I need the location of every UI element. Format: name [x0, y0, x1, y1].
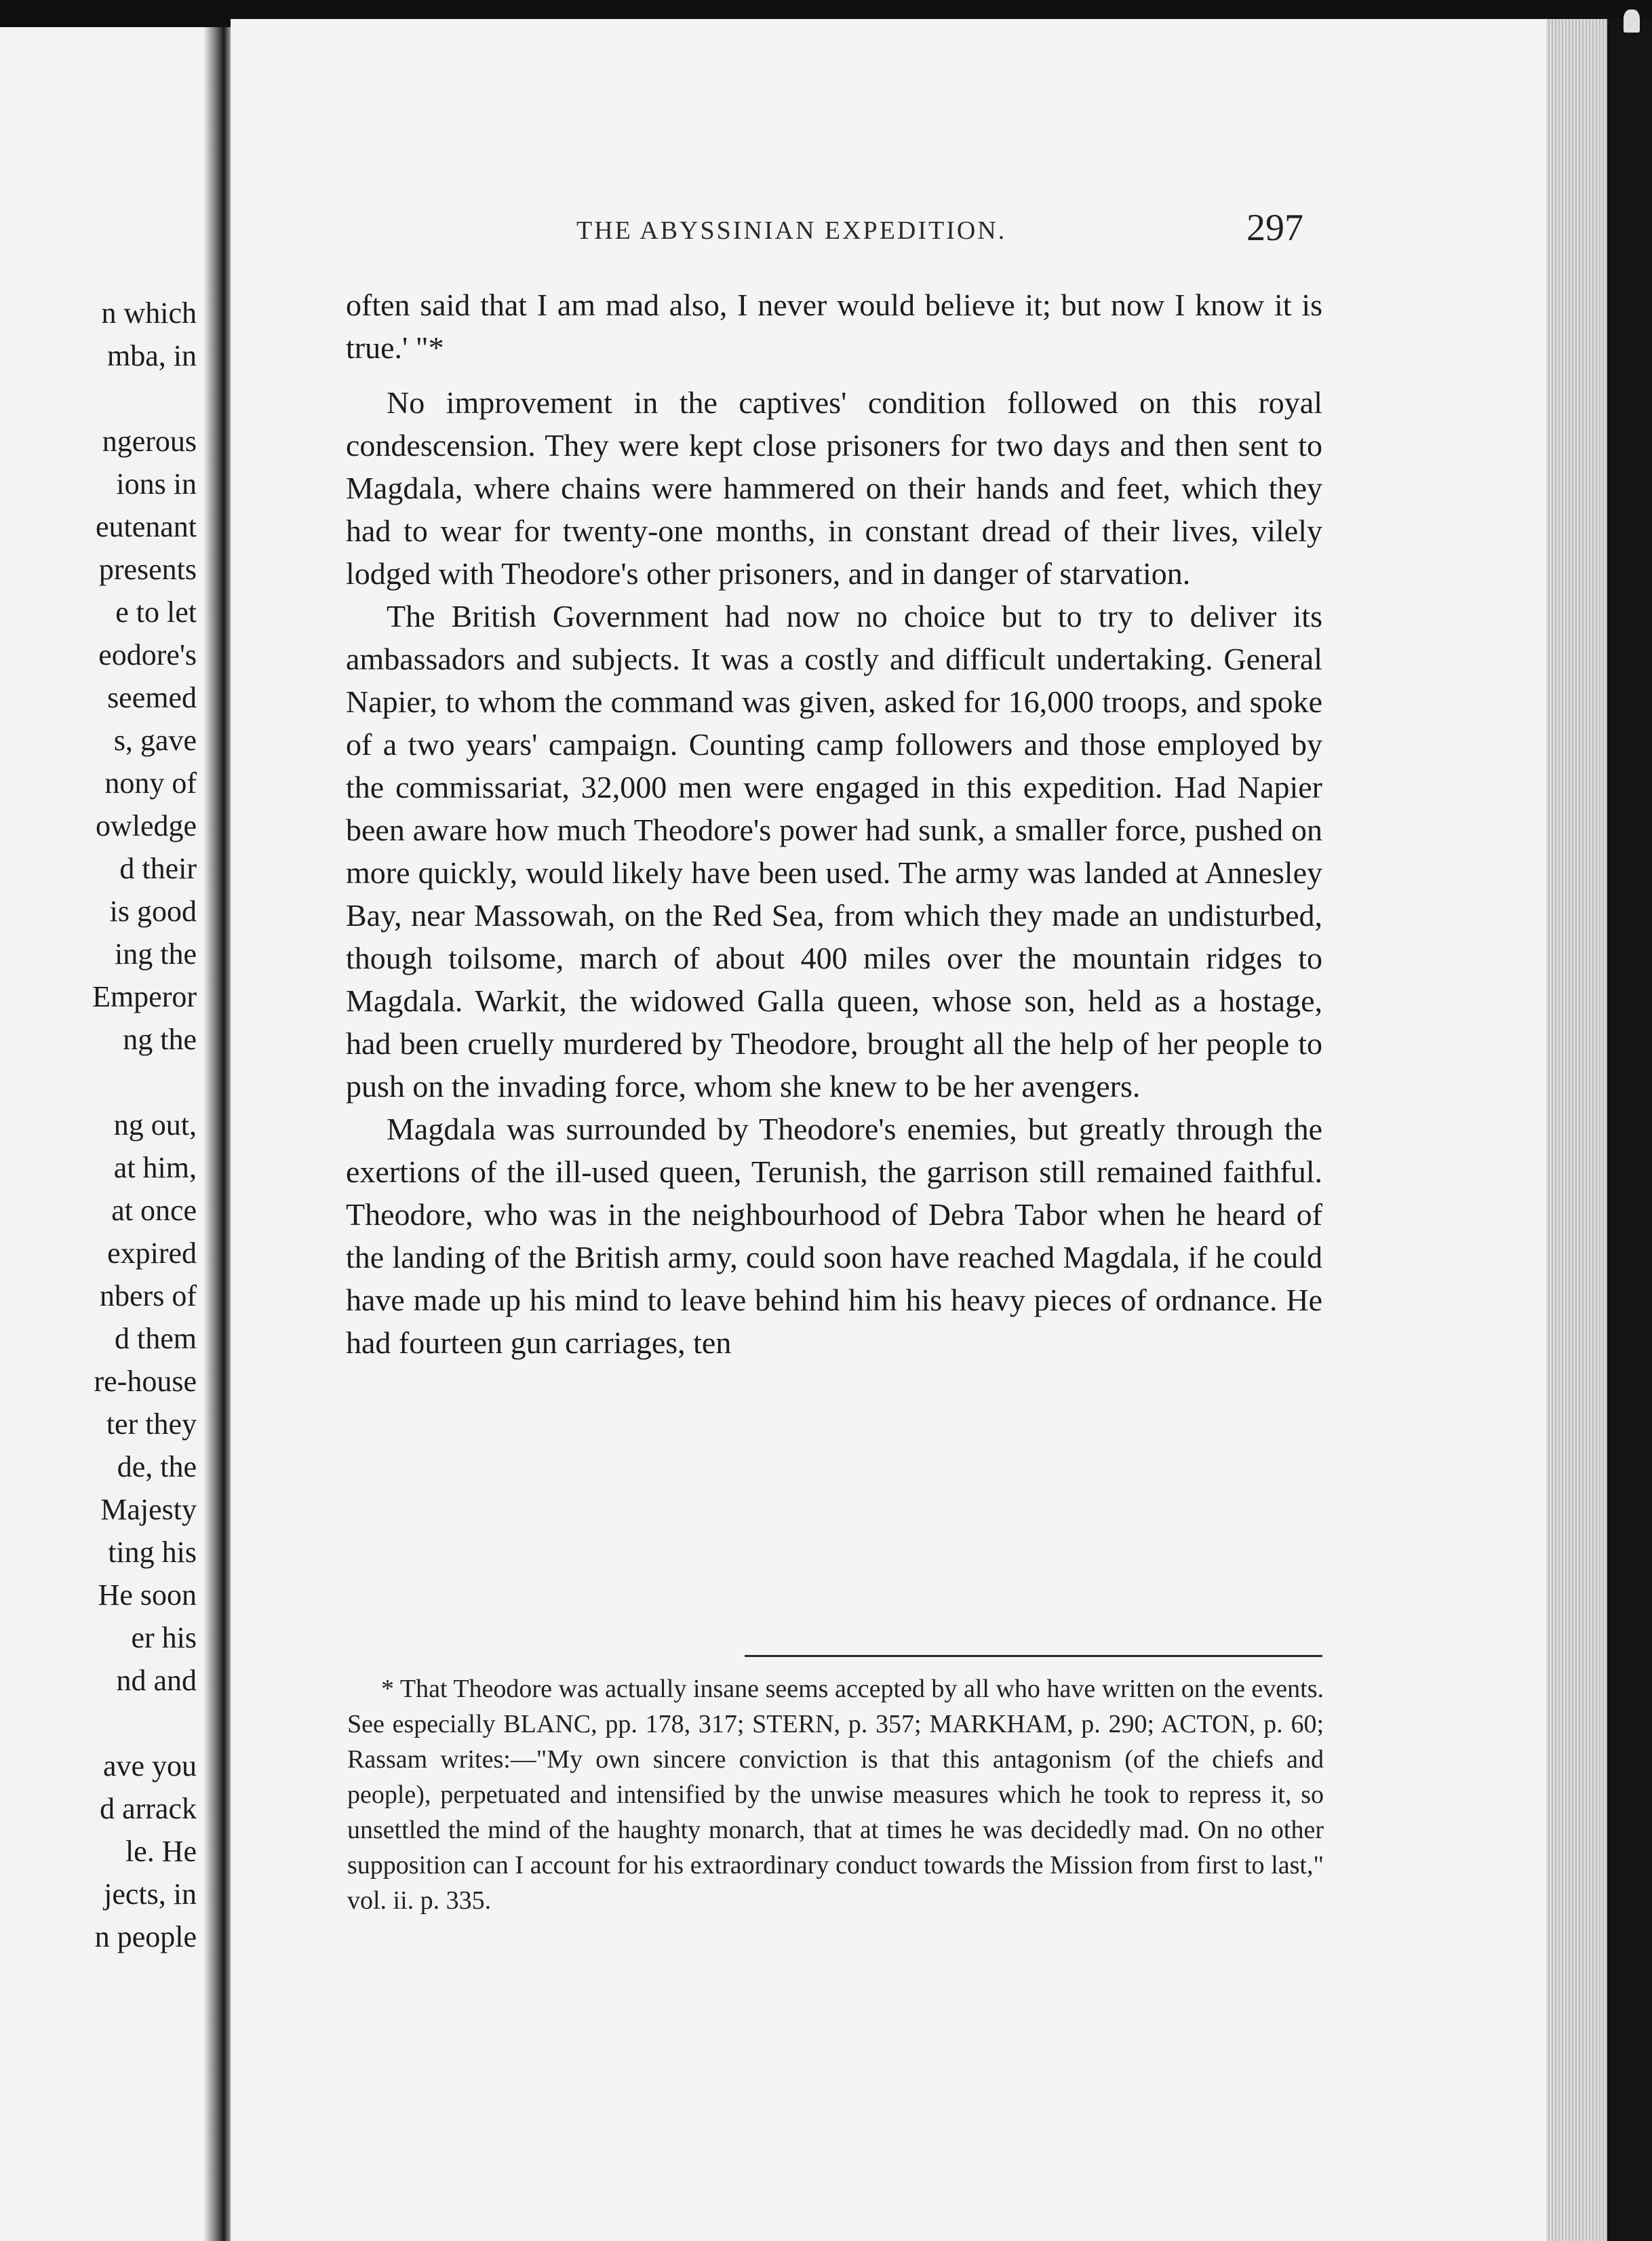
facing-page-line: owledge — [95, 809, 197, 842]
footnote-rule — [745, 1655, 1322, 1657]
facing-page-line: e to let — [115, 596, 197, 629]
page-edges — [1546, 19, 1611, 2241]
facing-page-line: eutenant — [95, 510, 197, 543]
facing-page-line: d their — [119, 852, 197, 885]
facing-page-line: er his — [131, 1621, 197, 1654]
facing-page-line: at him, — [113, 1151, 197, 1184]
running-header: THE ABYSSINIAN EXPEDITION. — [576, 216, 1007, 245]
facing-page-line: Majesty — [100, 1493, 197, 1526]
facing-page-line: ngerous — [102, 425, 197, 458]
facing-page-line: ng out, — [113, 1108, 197, 1142]
facing-page-line: ing the — [115, 937, 197, 971]
facing-page-line: ave you — [102, 1749, 197, 1782]
facing-page-line: presents — [98, 553, 197, 586]
facing-page-line: nd and — [116, 1664, 197, 1697]
facing-page-line: re-house — [94, 1365, 197, 1398]
facing-page-line: d arrack — [100, 1792, 197, 1825]
paragraph-1: No improvement in the captives' condition followed on this royal condescension. They were kept close prisoners for two days and then sent to Magdala, where chains were hammered on their hands and feet, which they had to wear for twenty-one months, in constant dread of their lives, vilely lodged with Theodore's other prisoners, and in danger of starvation. — [346, 385, 1322, 591]
facing-page-line: d them — [115, 1322, 197, 1355]
facing-page-line: jects, in — [104, 1877, 197, 1911]
footnote: * That Theodore was actually insane seems accepted by all who have written on the events. See especially BLANC, pp. 178, 317; STERN, p. 357; MARKHAM, p. 290; ACTON, p. 60; Rassam writes:—"My own sincere conviction is that this antagonism (of the chiefs and people), perpetuated and intensified by the unwise measures which he took to repress it, so unsettled the mind of the haughty monarch, that at times he was decidedly mad. On no other supposition can I account for his extraordinary conduct towards the Mission from first to last," vol. ii. p. 335. — [347, 1675, 1324, 1915]
page-number: 297 — [1246, 207, 1303, 249]
facing-page-line: ng the — [123, 1023, 197, 1056]
facing-page-line: ting his — [108, 1536, 197, 1569]
corner-mark — [1624, 9, 1640, 33]
facing-page-line: He soon — [98, 1578, 197, 1612]
facing-page-line: seemed — [107, 681, 197, 714]
facing-page-line: Emperor — [92, 980, 197, 1013]
facing-page-line: at once — [111, 1194, 197, 1227]
paragraph-3: Magdala was surrounded by Theodore's enemies, but greatly through the exertions of the ill-used queen, Terunish, the garrison still remained faithful. Theodore, who was in the neighbourhood of Debra Tabor when he heard of the landing of the British army, could soon have reached Magdala, if he could have made up his mind to leave behind him his heavy pieces of ordnance. He had fourteen gun carriages, ten — [346, 1112, 1322, 1360]
opening-paragraph: often said that I am mad also, I never would believe it; but now I know it is true.' "* — [346, 288, 1322, 365]
facing-page-line: nony of — [104, 766, 197, 800]
facing-page-line: de, the — [117, 1450, 197, 1483]
facing-page-line: expired — [107, 1236, 197, 1270]
facing-page-line: n which — [101, 296, 197, 330]
page-edges-shadow — [1607, 19, 1652, 2241]
facing-page-line: ions in — [116, 467, 197, 501]
facing-page-line: nbers of — [100, 1279, 197, 1312]
facing-page-line: eodore's — [98, 638, 197, 671]
facing-page-line: s, gave — [113, 724, 197, 757]
facing-page-line: mba, in — [107, 339, 197, 372]
body-text — [346, 284, 1322, 1364]
facing-page-line: le. He — [125, 1835, 197, 1868]
paragraph-2: The British Government had now no choice but to try to deliver its ambassadors and subjects. It was a costly and difficult undertaking. General Napier, to whom the command was given, asked for 16,000 troops, and spoke of a two years' campaign. Counting camp followers and those employed by the commissariat, 32,000 men were engaged in this expedition. Had Napier been aware how much Theodore's power had sunk, a smaller force, pushed on more quickly, would likely have been used. The army was landed at Annesley Bay, near Massowah, on the Red Sea, from which they made an undisturbed, though toilsome, march of about 400 miles over the mountain ridges to Magdala. Warkit, the widowed Galla queen, whose son, held as a hostage, had been cruelly murdered by Theodore, brought all the help of her people to push on the invading force, whom she knew to be her avengers. — [346, 599, 1322, 1104]
facing-page-line: n people — [94, 1920, 197, 1953]
facing-page-line: ter they — [106, 1407, 197, 1441]
facing-page-line: is good — [109, 895, 197, 928]
facing-page — [0, 27, 216, 2241]
